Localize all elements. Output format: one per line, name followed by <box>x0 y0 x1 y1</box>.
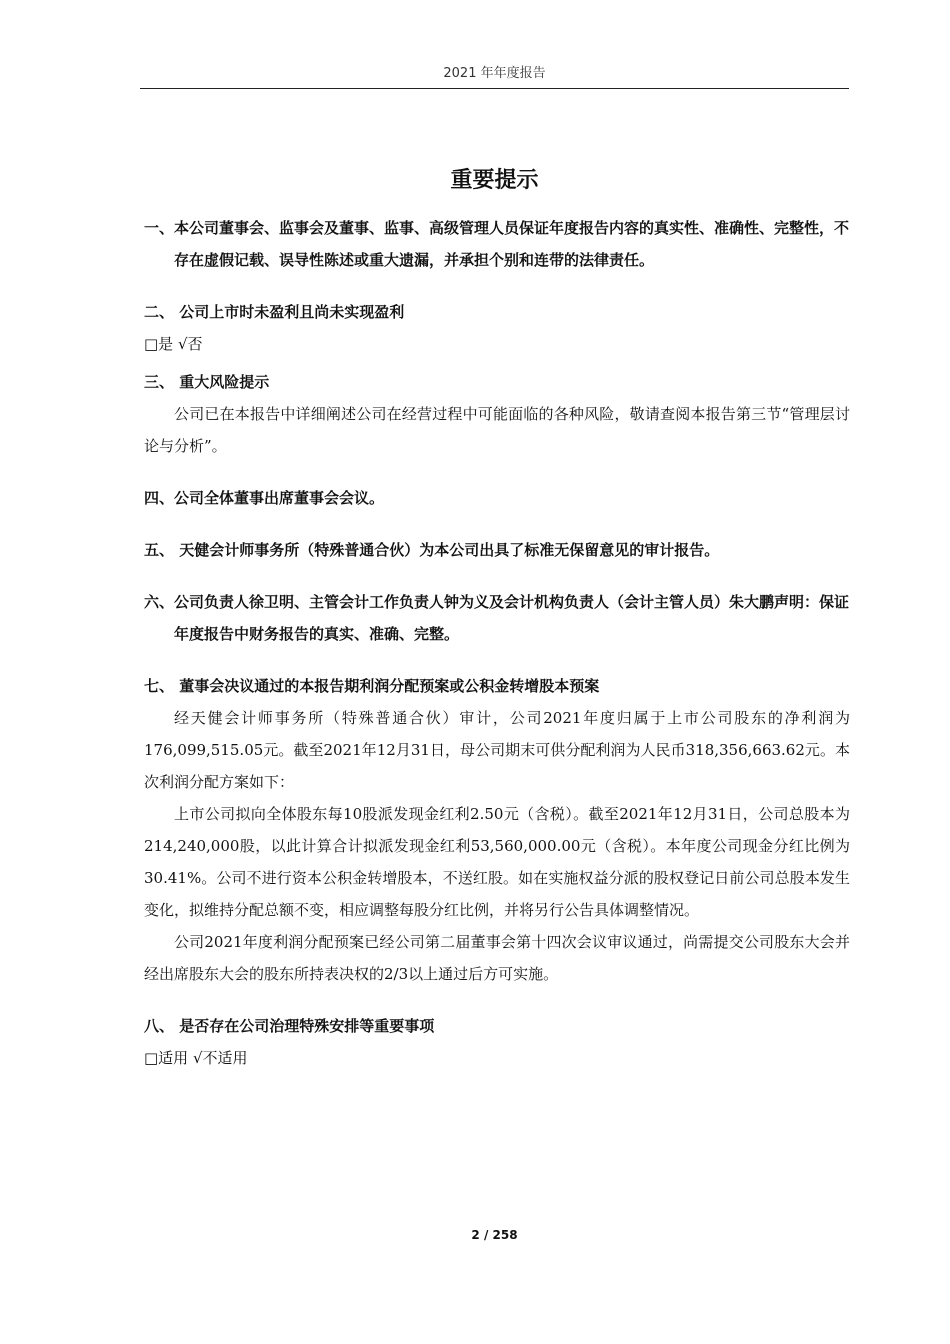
section-7-paragraph-2: 上市公司拟向全体股东每10股派发现金红利2.50元（含税）。截至2021年12月31日，公司总股本为214,240,000股，以此计算合计拟派发现金红利53,560,000.00元（含税）。本年度公司现金分红比例为30.41%。公司不进行资本公积金转增股本，不送红股。如在实施权益分派的股权登记日前公司总股本发生变化，拟维持分配总额不变，相应调整每股分红比例，并将另行公告具体调整情况。 <box>144 805 850 919</box>
section-6-heading: 六、公司负责人徐卫明、主管会计工作负责人钟为义及会计机构负责人（会计主管人员）朱大鹏声明：保证年度报告中财务报告的真实、准确、完整。 <box>144 593 850 643</box>
section-4-heading: 四、公司全体董事出席董事会会议。 <box>144 489 385 507</box>
section-8-heading: 八、 是否存在公司治理特殊安排等重要事项 <box>144 1017 435 1035</box>
page-title: 重要提示 <box>450 168 539 193</box>
header-divider <box>140 88 849 89</box>
section-7-paragraph-3: 公司2021年度利润分配预案已经公司第二届董事会第十四次会议审议通过，尚需提交公司股东大会并经出席股东大会的股东所持表决权的2/3以上通过后方可实施。 <box>144 933 850 983</box>
section-2-options: □是 √否 <box>144 335 203 353</box>
document-body <box>144 212 850 1074</box>
section-8-options: □适用 √不适用 <box>144 1049 248 1067</box>
section-7-heading: 七、 董事会决议通过的本报告期利润分配预案或公积金转增股本预案 <box>144 677 600 695</box>
section-7-paragraph-1: 经天健会计师事务所（特殊普通合伙）审计，公司2021年度归属于上市公司股东的净利润为176,099,515.05元。截至2021年12月31日，母公司期末可供分配利润为人民币318,356,663.62元。本次利润分配方案如下： <box>144 709 850 791</box>
section-3-heading: 三、 重大风险提示 <box>144 373 270 391</box>
section-1-heading: 一、本公司董事会、监事会及董事、监事、高级管理人员保证年度报告内容的真实性、准确性、完整性，不存在虚假记载、误导性陈述或重大遗漏，并承担个别和连带的法律责任。 <box>144 219 850 269</box>
page-number: 2 / 258 <box>471 1228 518 1242</box>
page-header: 2021 年年度报告 <box>443 66 546 81</box>
section-2-heading: 二、 公司上市时未盈利且尚未实现盈利 <box>144 303 405 321</box>
section-5-heading: 五、 天健会计师事务所（特殊普通合伙）为本公司出具了标准无保留意见的审计报告。 <box>144 541 720 559</box>
section-3-body: 公司已在本报告中详细阐述公司在经营过程中可能面临的各种风险，敬请查阅本报告第三节“管理层讨论与分析”。 <box>144 405 850 455</box>
